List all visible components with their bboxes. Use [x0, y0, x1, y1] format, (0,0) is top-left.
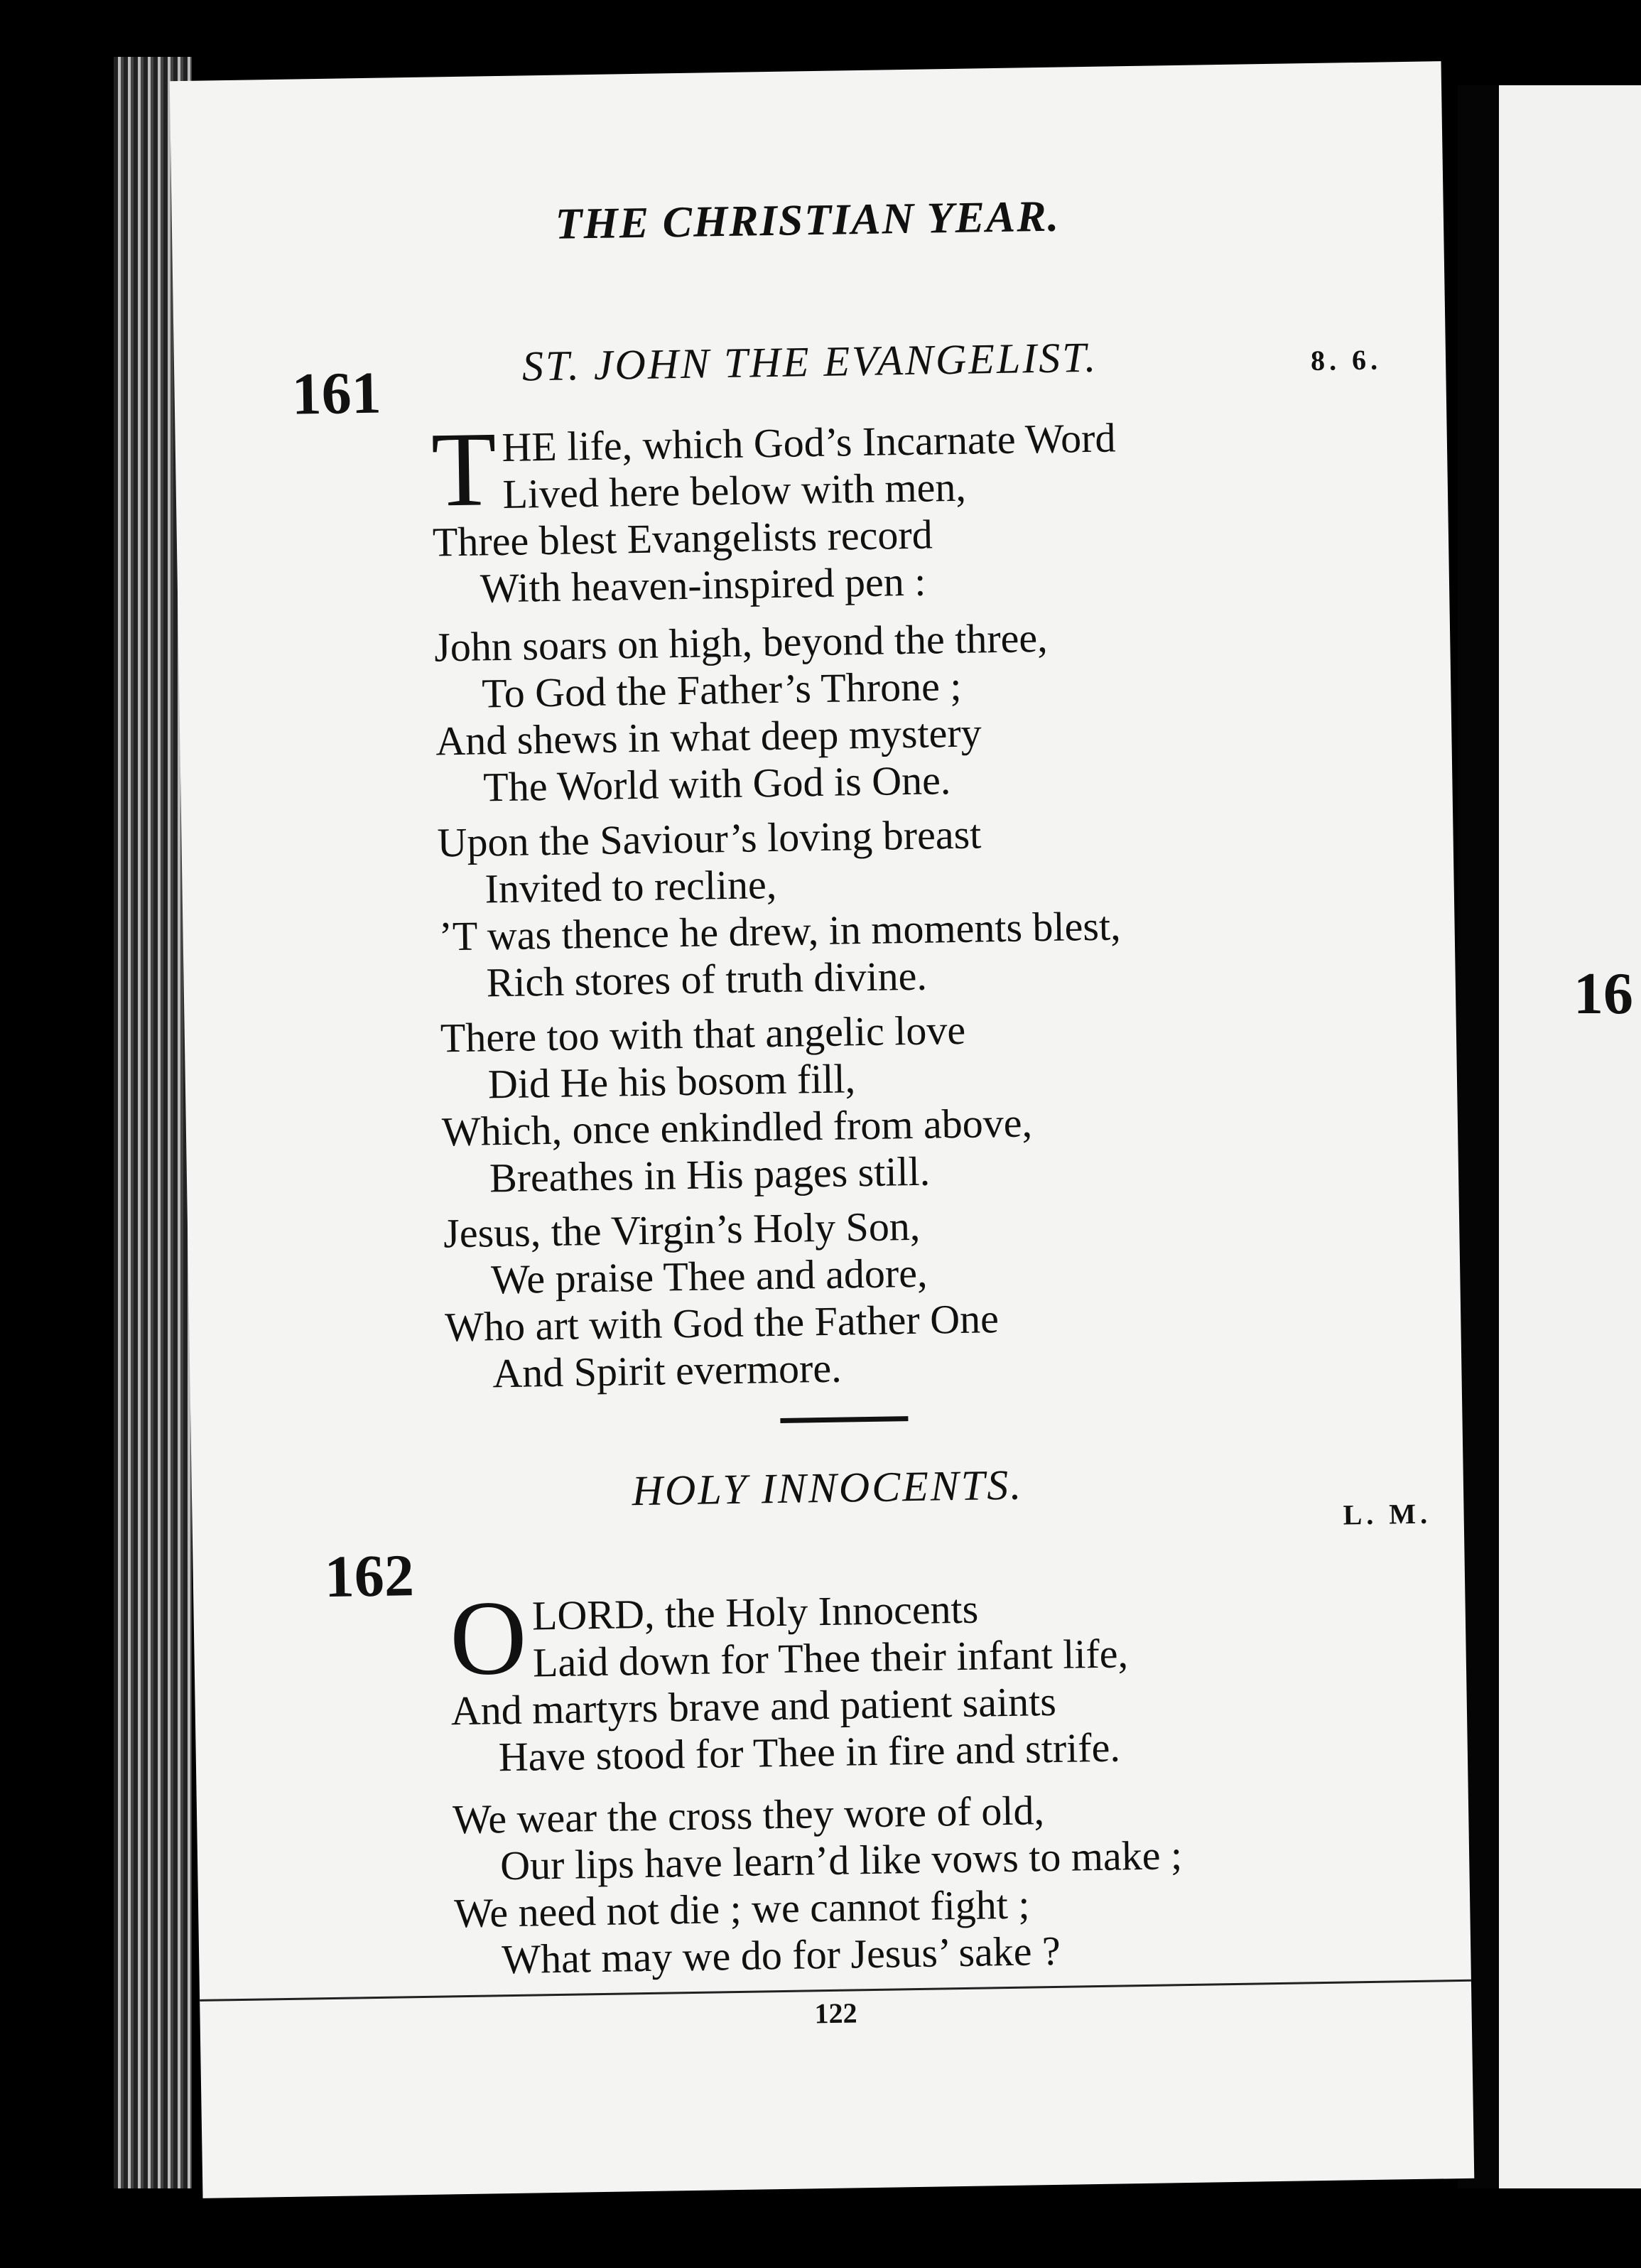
verse-line: Our lips have learn’d like vows to make ; — [499, 1832, 1183, 1889]
hymn-meter: 8. 6. — [1310, 343, 1382, 377]
verse-line: HE life, which God’s Incarnate Word — [501, 414, 1116, 470]
stanza — [434, 609, 1431, 812]
verse-line: What may we do for Jesus’ sake ? — [501, 1927, 1061, 1983]
verse-line: Lived here below with men, — [502, 463, 967, 517]
hymn-title: ST. JOHN THE EVANGELIST. — [521, 333, 1098, 390]
verse-line: ’T was thence he drew, in moments blest, — [438, 902, 1122, 960]
verse-line: We praise Thee and adore, — [490, 1249, 928, 1303]
verse-line: Rich stores of truth divine. — [486, 952, 928, 1006]
verse-line: Laid down for Thee their infant life, — [532, 1630, 1129, 1686]
verse-line: Did He his bosom fill, — [487, 1055, 856, 1108]
verse-line: Upon the Saviour’s loving breast — [437, 811, 982, 866]
hymn-title: HOLY INNOCENTS. — [632, 1461, 1024, 1515]
verse-line: And shews in what deep mystery — [435, 709, 982, 765]
page-number: 122 — [814, 1997, 857, 2030]
drop-cap: T — [430, 410, 498, 529]
book-page — [170, 61, 1475, 2198]
verse-line: Breathes in His pages still. — [489, 1148, 931, 1202]
verse-line: Which, once enkindled from above, — [441, 1099, 1033, 1155]
verse-line: We need not die ; we cannot fight ; — [453, 1881, 1030, 1937]
verse-line: With heaven-inspired pen : — [480, 558, 926, 612]
drop-cap: O — [448, 1578, 528, 1698]
stanza — [443, 1194, 1441, 1398]
verse-line: And Spirit evermore. — [492, 1344, 843, 1397]
section-divider — [780, 1416, 908, 1423]
verse-line: Have stood for Thee in fire and strife. — [498, 1724, 1121, 1781]
stanza — [453, 1781, 1450, 1984]
verse-line: We wear the cross they wore of old, — [452, 1787, 1045, 1843]
facing-page-hymn-number: 16 — [1574, 961, 1633, 1027]
hymn-number: 162 — [324, 1543, 415, 1611]
verse-line: John soars on high, beyond the three, — [433, 614, 1049, 671]
stanza — [449, 1578, 1446, 1781]
verse-line: To God the Father’s Throne ; — [481, 662, 962, 717]
verse-line: And martyrs brave and patient saints — [450, 1678, 1057, 1734]
verse-line: Invited to recline, — [484, 860, 777, 912]
verse-line: LORD, the Holy Innocents — [531, 1585, 979, 1639]
verse-line: The World with God is One. — [482, 757, 951, 811]
stanza — [440, 999, 1437, 1202]
verse-line: There too with that angelic love — [440, 1006, 966, 1062]
facing-page — [1499, 85, 1641, 2188]
stanza — [437, 804, 1434, 1007]
running-head: THE CHRISTIAN YEAR. — [555, 192, 1061, 249]
verse-line: Who art with God the Father One — [444, 1295, 1000, 1351]
verse-line: Jesus, the Virgin’s Holy Son, — [443, 1202, 921, 1257]
stanza — [430, 410, 1428, 613]
hymn-number: 161 — [291, 360, 382, 428]
hymn-meter: L. M. — [1343, 1497, 1432, 1531]
verse-line: Three blest Evangelists record — [432, 511, 933, 566]
